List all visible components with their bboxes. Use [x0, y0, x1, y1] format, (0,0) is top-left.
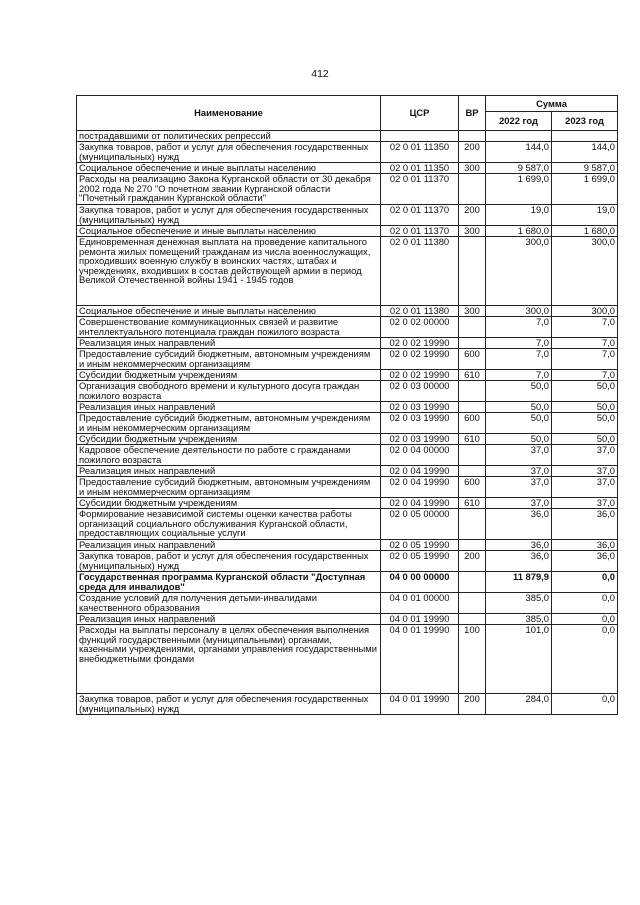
row-sum-2022: 7,0	[486, 317, 552, 338]
row-sum-2023: 50,0	[552, 413, 618, 434]
row-vr: 600	[459, 349, 486, 370]
row-sum-2023: 300,0	[552, 237, 618, 306]
budget-table	[76, 95, 618, 715]
row-sum-2023: 0,0	[552, 694, 618, 715]
row-sum-2022: 7,0	[486, 338, 552, 349]
table-row	[77, 349, 618, 370]
table-row	[77, 317, 618, 338]
row-name: Предоставление субсидий бюджетным, автономным учреждениям и иным некоммерческим организациям	[77, 413, 381, 434]
row-name: Реализация иных направлений	[77, 338, 381, 349]
row-vr	[459, 540, 486, 551]
row-vr	[459, 593, 486, 614]
table-row	[77, 205, 618, 226]
table-row	[77, 434, 618, 445]
table-row	[77, 593, 618, 614]
row-sum-2023: 0,0	[552, 593, 618, 614]
row-name: Субсидии бюджетным учреждениям	[77, 434, 381, 445]
row-vr: 200	[459, 205, 486, 226]
row-vr	[459, 317, 486, 338]
row-sum-2023: 1 680,0	[552, 226, 618, 237]
row-sum-2022: 9 587,0	[486, 163, 552, 174]
row-csr: 04 0 01 19990	[381, 625, 459, 694]
row-sum-2022: 37,0	[486, 466, 552, 477]
row-sum-2022: 7,0	[486, 370, 552, 381]
table-row	[77, 226, 618, 237]
page-number: 412	[311, 68, 329, 80]
row-csr: 04 0 01 19990	[381, 694, 459, 715]
row-name: Закупка товаров, работ и услуг для обеспечения государственных (муниципальных) нужд	[77, 551, 381, 572]
row-name: Формирование независимой системы оценки качества работы организаций социального обслуживания Курганской области, предоставляющих социальные услуги	[77, 509, 381, 540]
header-vr: ВР	[459, 96, 486, 131]
row-name: Субсидии бюджетным учреждениям	[77, 498, 381, 509]
row-csr: 02 0 02 00000	[381, 317, 459, 338]
row-vr: 300	[459, 226, 486, 237]
table-row	[77, 694, 618, 715]
row-sum-2022: 101,0	[486, 625, 552, 694]
row-sum-2022	[486, 131, 552, 142]
row-sum-2022: 50,0	[486, 434, 552, 445]
row-sum-2022: 36,0	[486, 551, 552, 572]
row-sum-2023: 300,0	[552, 306, 618, 317]
row-name: Единовременная денежная выплата на проведение капитального ремонта жилых помещений гражданам из числа военнослужащих, проходивших военную службу в воинских частях, штабах и учреждениях, входивших в состав действующей армии в период Великой Отечественной войны 1941 - 1945 годов	[77, 237, 381, 306]
row-csr	[381, 131, 459, 142]
row-csr: 04 0 01 19990	[381, 614, 459, 625]
table-row	[77, 237, 618, 306]
row-vr	[459, 466, 486, 477]
row-sum-2023: 7,0	[552, 370, 618, 381]
row-name: Закупка товаров, работ и услуг для обеспечения государственных (муниципальных) нужд	[77, 205, 381, 226]
row-sum-2023: 37,0	[552, 498, 618, 509]
row-vr	[459, 174, 486, 205]
row-csr: 04 0 00 00000	[381, 572, 459, 593]
table-row	[77, 509, 618, 540]
row-name: Кадровое обеспечение деятельности по работе с гражданами пожилого возраста	[77, 445, 381, 466]
row-name: Реализация иных направлений	[77, 402, 381, 413]
table-row	[77, 402, 618, 413]
table-row	[77, 551, 618, 572]
table-row	[77, 306, 618, 317]
table-row	[77, 142, 618, 163]
row-sum-2023: 36,0	[552, 540, 618, 551]
header-name: Наименование	[77, 96, 381, 131]
row-name: Социальное обеспечение и иные выплаты населению	[77, 163, 381, 174]
row-sum-2023: 37,0	[552, 466, 618, 477]
row-name: пострадавшими от политических репрессий	[77, 131, 381, 142]
row-sum-2022: 50,0	[486, 413, 552, 434]
header-sum: Сумма	[486, 96, 618, 112]
row-name: Государственная программа Курганской области "Доступная среда для инвалидов"	[77, 572, 381, 593]
row-csr: 02 0 03 19990	[381, 402, 459, 413]
row-sum-2023: 19,0	[552, 205, 618, 226]
row-sum-2022: 37,0	[486, 477, 552, 498]
row-sum-2023: 37,0	[552, 445, 618, 466]
row-name: Организация свободного времени и культурного досуга граждан пожилого возраста	[77, 381, 381, 402]
row-sum-2022: 1 680,0	[486, 226, 552, 237]
row-vr	[459, 131, 486, 142]
row-vr	[459, 338, 486, 349]
row-sum-2022: 7,0	[486, 349, 552, 370]
row-csr: 02 0 01 11350	[381, 142, 459, 163]
row-vr: 300	[459, 163, 486, 174]
row-csr: 02 0 04 19990	[381, 477, 459, 498]
row-sum-2022: 36,0	[486, 540, 552, 551]
row-sum-2023: 7,0	[552, 338, 618, 349]
table-row	[77, 338, 618, 349]
row-sum-2023: 50,0	[552, 381, 618, 402]
row-vr: 300	[459, 306, 486, 317]
row-name: Предоставление субсидий бюджетным, автономным учреждениям и иным некоммерческим организациям	[77, 477, 381, 498]
table-row	[77, 413, 618, 434]
row-vr: 100	[459, 625, 486, 694]
row-sum-2023: 0,0	[552, 572, 618, 593]
row-sum-2022: 37,0	[486, 445, 552, 466]
row-sum-2023: 144,0	[552, 142, 618, 163]
row-csr: 02 0 01 11370	[381, 174, 459, 205]
row-sum-2022: 1 699,0	[486, 174, 552, 205]
header-year-2022: 2022 год	[486, 112, 552, 131]
row-vr	[459, 402, 486, 413]
row-vr	[459, 445, 486, 466]
row-csr: 04 0 01 00000	[381, 593, 459, 614]
row-sum-2022: 19,0	[486, 205, 552, 226]
table-row	[77, 614, 618, 625]
table-row	[77, 540, 618, 551]
table-row	[77, 445, 618, 466]
row-name: Предоставление субсидий бюджетным, автономным учреждениям и иным некоммерческим организациям	[77, 349, 381, 370]
row-name: Совершенствование коммуникационных связей и развитие интеллектуального потенциала граждан пожилого возраста	[77, 317, 381, 338]
table-row	[77, 466, 618, 477]
row-sum-2023: 36,0	[552, 551, 618, 572]
row-sum-2022: 385,0	[486, 614, 552, 625]
table-header	[77, 96, 618, 131]
row-name: Социальное обеспечение и иные выплаты населению	[77, 226, 381, 237]
row-sum-2022: 11 879,9	[486, 572, 552, 593]
row-sum-2023: 36,0	[552, 509, 618, 540]
table-row	[77, 572, 618, 593]
row-csr: 02 0 01 11370	[381, 205, 459, 226]
table-row	[77, 163, 618, 174]
row-vr: 200	[459, 551, 486, 572]
table-row	[77, 498, 618, 509]
row-sum-2022: 50,0	[486, 381, 552, 402]
row-vr: 610	[459, 370, 486, 381]
row-name: Расходы на выплаты персоналу в целях обеспечения выполнения функций государственными (муниципальными) органами, казенными учреждениями, органами управления государственными внебюджетными фондами	[77, 625, 381, 694]
row-sum-2022: 50,0	[486, 402, 552, 413]
row-csr: 02 0 04 00000	[381, 445, 459, 466]
row-csr: 02 0 05 19990	[381, 551, 459, 572]
table-row	[77, 477, 618, 498]
row-name: Закупка товаров, работ и услуг для обеспечения государственных (муниципальных) нужд	[77, 142, 381, 163]
row-name: Расходы на реализацию Закона Курганской области от 30 декабря 2002 года № 270 "О почетном звании Курганской области "Почетный гражданин Курганской области"	[77, 174, 381, 205]
row-vr: 610	[459, 498, 486, 509]
row-csr: 02 0 03 19990	[381, 413, 459, 434]
row-name: Закупка товаров, работ и услуг для обеспечения государственных (муниципальных) нужд	[77, 694, 381, 715]
row-sum-2023: 37,0	[552, 477, 618, 498]
row-csr: 02 0 05 00000	[381, 509, 459, 540]
row-vr	[459, 614, 486, 625]
header-csr: ЦСР	[381, 96, 459, 131]
row-name: Создание условий для получения детьми-инвалидами качественного образования	[77, 593, 381, 614]
row-csr: 02 0 02 19990	[381, 370, 459, 381]
row-csr: 02 0 03 19990	[381, 434, 459, 445]
table-row	[77, 174, 618, 205]
table-row	[77, 370, 618, 381]
row-vr	[459, 572, 486, 593]
row-sum-2023: 7,0	[552, 317, 618, 338]
row-name: Реализация иных направлений	[77, 540, 381, 551]
row-sum-2023	[552, 131, 618, 142]
row-sum-2023: 7,0	[552, 349, 618, 370]
row-sum-2023: 9 587,0	[552, 163, 618, 174]
row-csr: 02 0 01 11350	[381, 163, 459, 174]
row-vr: 200	[459, 694, 486, 715]
row-sum-2023: 50,0	[552, 402, 618, 413]
row-sum-2023: 50,0	[552, 434, 618, 445]
row-name: Социальное обеспечение и иные выплаты населению	[77, 306, 381, 317]
row-vr: 600	[459, 477, 486, 498]
row-name: Реализация иных направлений	[77, 614, 381, 625]
row-vr	[459, 381, 486, 402]
row-sum-2022: 37,0	[486, 498, 552, 509]
row-vr: 200	[459, 142, 486, 163]
row-sum-2022: 284,0	[486, 694, 552, 715]
row-name: Реализация иных направлений	[77, 466, 381, 477]
row-sum-2022: 300,0	[486, 306, 552, 317]
row-csr: 02 0 02 19990	[381, 338, 459, 349]
row-name: Субсидии бюджетным учреждениям	[77, 370, 381, 381]
row-sum-2022: 385,0	[486, 593, 552, 614]
row-sum-2023: 1 699,0	[552, 174, 618, 205]
row-sum-2022: 36,0	[486, 509, 552, 540]
row-csr: 02 0 05 19990	[381, 540, 459, 551]
row-csr: 02 0 04 19990	[381, 498, 459, 509]
row-csr: 02 0 01 11380	[381, 306, 459, 317]
row-vr	[459, 237, 486, 306]
row-csr: 02 0 04 19990	[381, 466, 459, 477]
table-row	[77, 625, 618, 694]
row-vr: 600	[459, 413, 486, 434]
row-sum-2023: 0,0	[552, 614, 618, 625]
row-sum-2023: 0,0	[552, 625, 618, 694]
row-csr: 02 0 02 19990	[381, 349, 459, 370]
table-row	[77, 131, 618, 142]
row-vr: 610	[459, 434, 486, 445]
row-csr: 02 0 01 11380	[381, 237, 459, 306]
row-sum-2022: 144,0	[486, 142, 552, 163]
row-vr	[459, 509, 486, 540]
row-csr: 02 0 01 11370	[381, 226, 459, 237]
header-year-2023: 2023 год	[552, 112, 618, 131]
table-row	[77, 381, 618, 402]
row-csr: 02 0 03 00000	[381, 381, 459, 402]
row-sum-2022: 300,0	[486, 237, 552, 306]
